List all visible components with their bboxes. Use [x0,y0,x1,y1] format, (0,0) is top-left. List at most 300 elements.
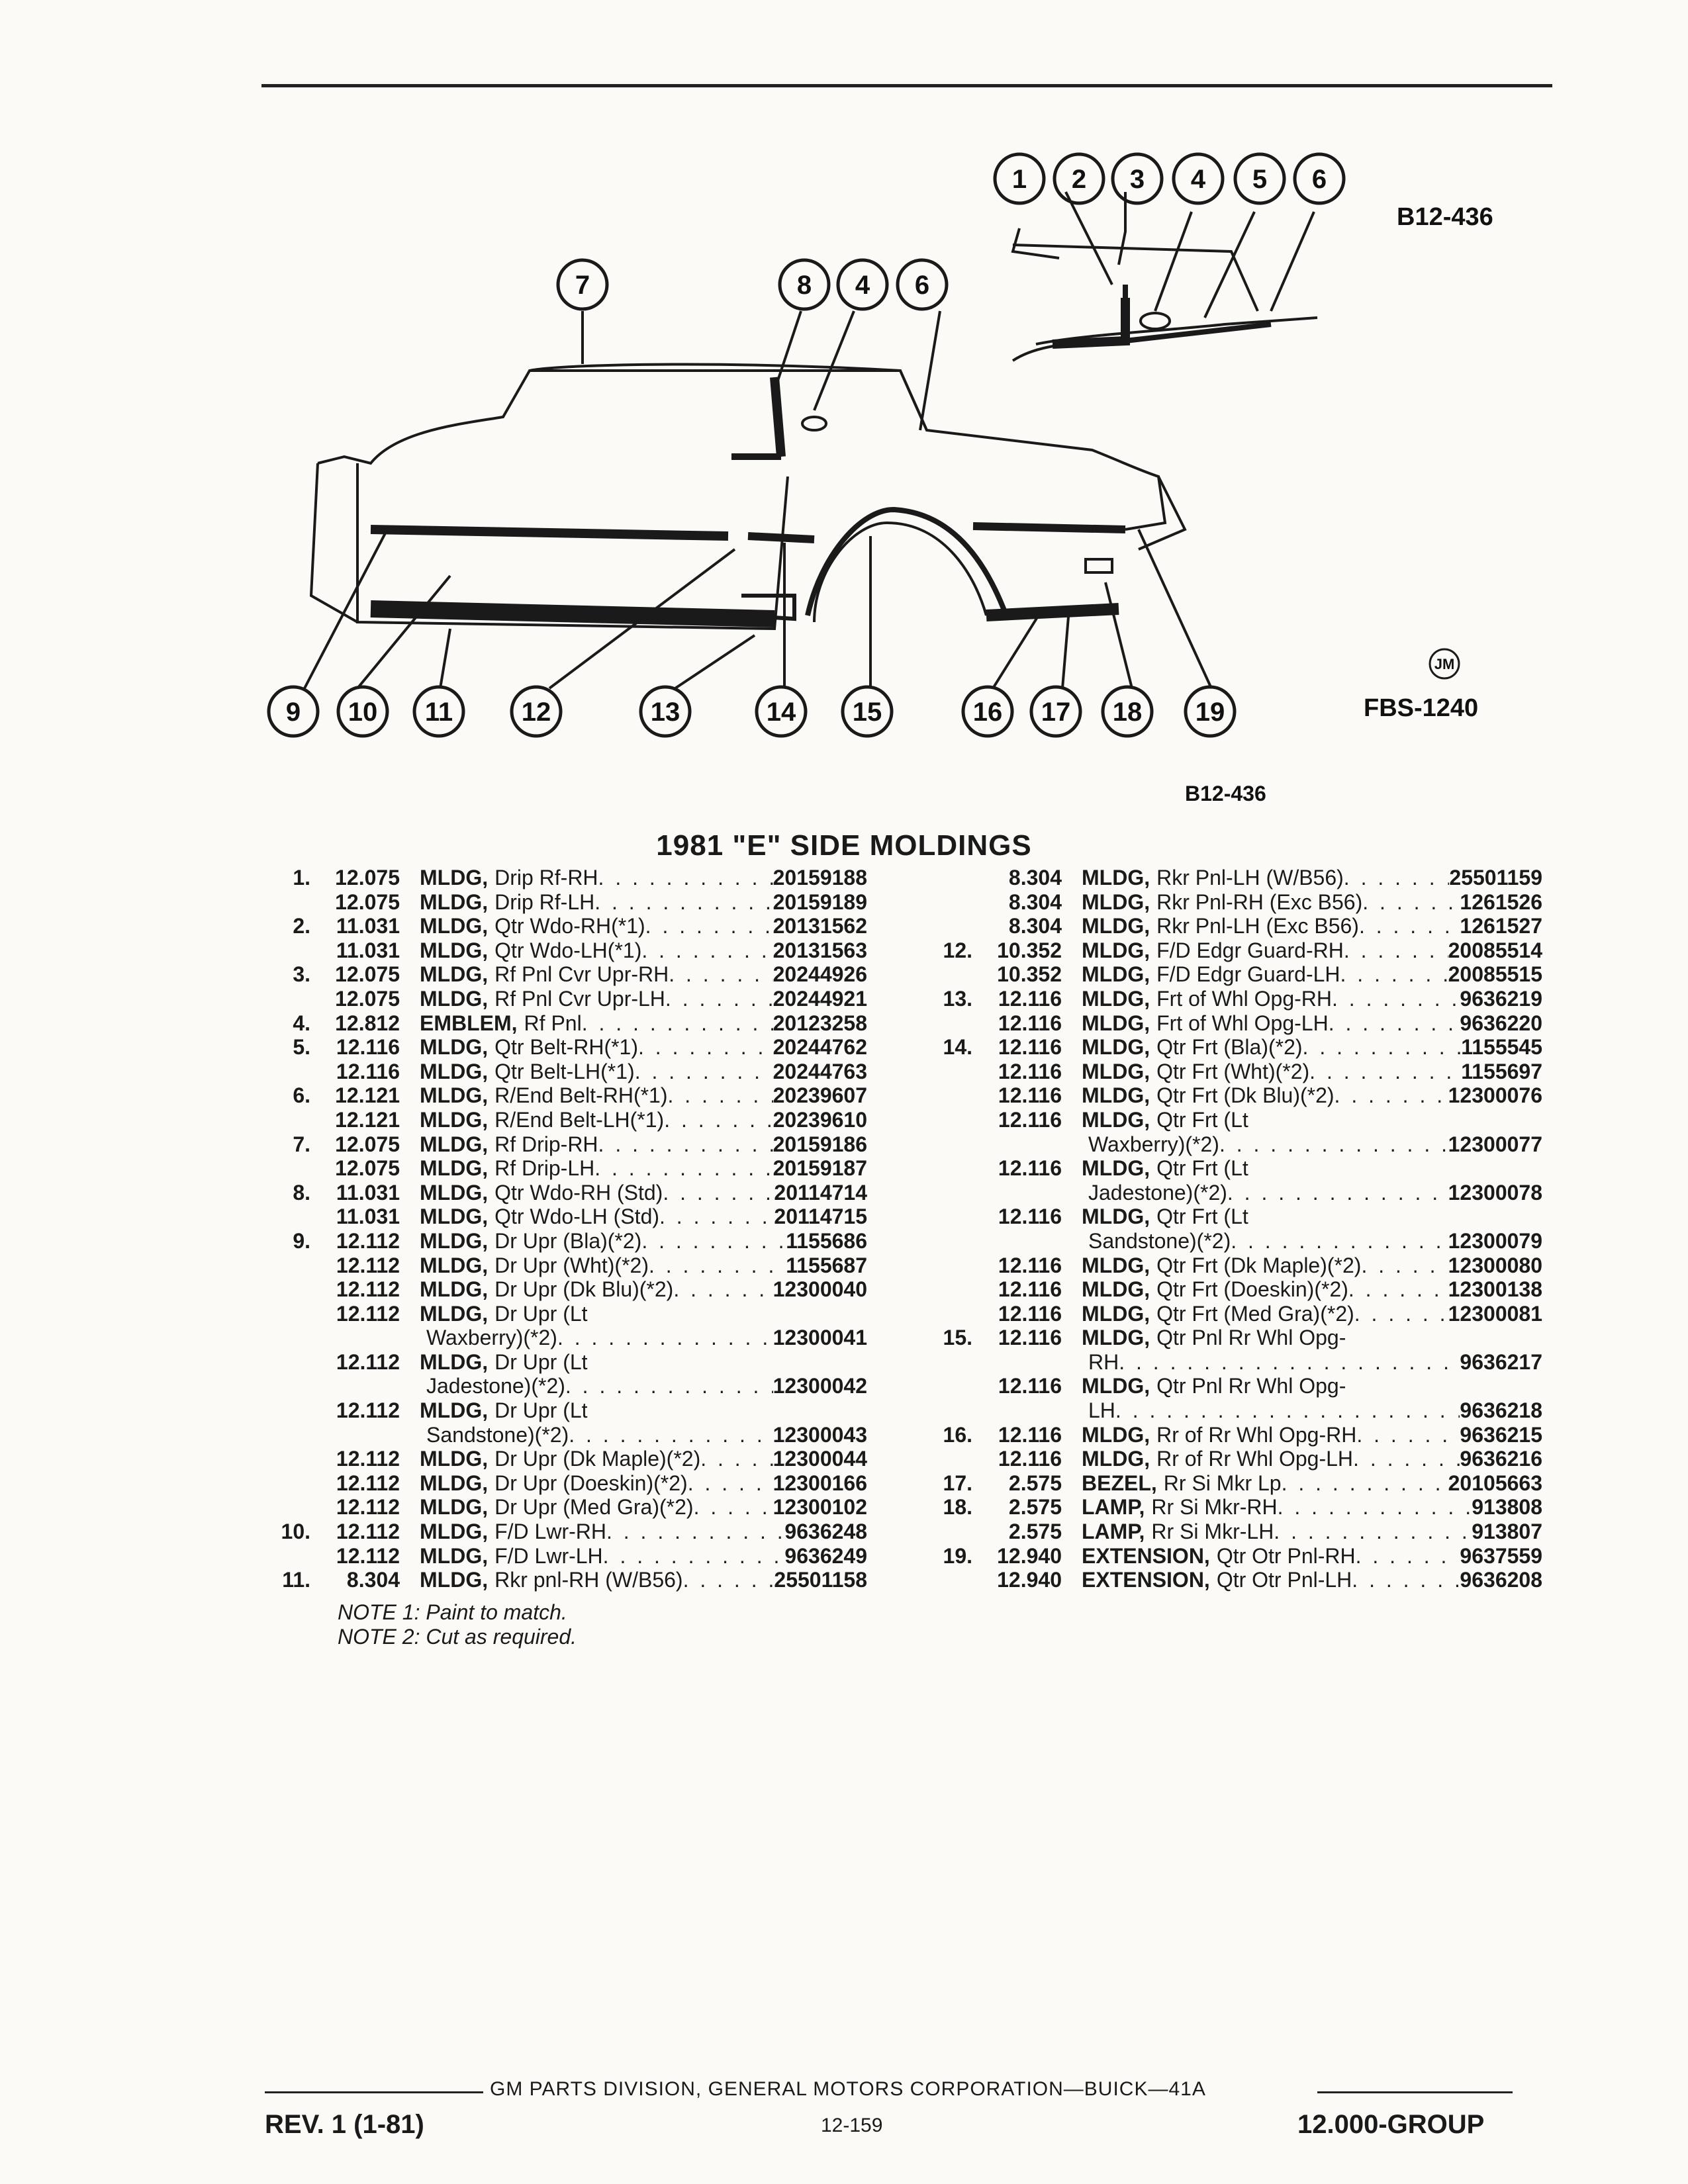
part-detail: LH [1088,1398,1115,1423]
part-row [261,1181,867,1205]
catalog-code: 12.112 [336,1447,400,1471]
part-description [420,1471,867,1496]
item-number: 12. [943,938,972,962]
footer-rule-left [265,2091,483,2093]
part-detail: Frt of Whl Opg-RH [1156,986,1333,1011]
part-number: 1155686 [786,1228,867,1253]
part-number: 12300080 [1448,1253,1542,1277]
part-description [1082,1011,1542,1036]
part-detail: Waxberry)(*2) [1088,1132,1219,1156]
part-detail: Drip Rf-RH [494,866,598,889]
part-row [261,1011,867,1036]
item-number [261,1205,317,1229]
item-number [923,1132,979,1157]
part-detail: Qtr Wdo-LH (Std) [494,1205,660,1229]
callout-bottom: 13 [650,698,680,727]
fbs-code: FBS-1240 [1364,694,1479,722]
part-row [261,1277,867,1302]
item-number [261,1302,317,1326]
leader-dots [649,1253,786,1278]
part-description [420,1132,867,1157]
leader-dots [598,1132,773,1157]
callout-bottom: 16 [972,698,1003,727]
qtr-extension [1139,477,1185,549]
part-detail: Qtr Frt (Doeskin)(*2) [1156,1277,1348,1302]
part-detail: Rkr Pnl-RH (Exc B56) [1156,889,1363,914]
leader-dots [1119,1350,1460,1375]
catalog-code: 12.112 [336,1543,400,1568]
catalog-code [979,1229,1062,1253]
part-row [261,1520,867,1544]
part-name: MLDG, [420,1228,489,1253]
catalog-code: 8.304 [1008,866,1062,889]
part-name: MLDG, [1082,986,1150,1011]
group-code: 12.000-GROUP [1297,2110,1485,2139]
item-number [261,1060,317,1084]
item-number [923,1205,979,1229]
leader-dots [665,987,773,1011]
part-description [1082,987,1542,1011]
qtr-rear-molding [973,526,1125,529]
part-detail: Qtr Frt (Lt [1156,1156,1248,1181]
part-description [420,914,867,938]
part-row [261,1447,867,1471]
part-number: 20159188 [773,866,867,889]
part-description [1082,1035,1542,1060]
leader-dots [664,1108,773,1132]
catalog-code [979,1132,1062,1157]
callout-bottom: 17 [1041,698,1071,727]
part-detail: F/D Lwr-LH [494,1543,603,1568]
item-number [261,1156,317,1181]
leader-dots [1278,1495,1472,1520]
part-description [1082,1398,1542,1423]
part-description [1082,866,1542,890]
catalog-code: 12.121 [335,1107,400,1132]
catalog-code: 12.116 [998,1326,1062,1350]
note-2: NOTE 2: Cut as required. [338,1625,577,1649]
item-number [261,1326,317,1350]
part-number: 20085514 [1448,938,1542,962]
leader-dots [1361,1253,1448,1278]
part-description [420,1544,867,1569]
part-description [420,1447,867,1471]
part-name: LAMP, [1082,1520,1145,1544]
part-name: MLDG, [420,1520,489,1544]
part-description [1082,1568,1542,1592]
part-row [261,1205,867,1229]
leader-dots [606,1520,784,1544]
catalog-code: 11.031 [336,1205,400,1229]
leader-dots [1115,1398,1460,1423]
part-row [923,1205,1542,1229]
part-description [1082,1277,1542,1302]
item-number [923,1398,979,1423]
part-name: EXTENSION, [1082,1543,1210,1568]
part-detail: Dr Upr (Lt [494,1398,588,1423]
part-row [923,1350,1542,1375]
leader-dots [1353,1447,1460,1471]
part-name: MLDG, [420,1543,489,1568]
item-number: 9. [293,1228,310,1253]
part-name: MLDG, [1082,1156,1150,1181]
part-description [1082,1229,1542,1253]
leader-dots [1340,962,1448,987]
part-row [923,1544,1542,1569]
part-description [420,1350,867,1375]
part-description [1082,1253,1542,1278]
part-description [1082,1423,1542,1447]
part-detail: R/End Belt-RH(*1) [494,1083,668,1108]
part-detail: Qtr Frt (Dk Maple)(*2) [1156,1253,1362,1277]
part-row [923,890,1542,915]
part-name: MLDG, [420,889,489,914]
part-description [420,938,867,963]
part-name: MLDG, [1082,1422,1150,1447]
part-number: 12300081 [1448,1301,1542,1326]
leader-dots [669,962,773,987]
leader-dots [641,938,773,963]
part-description [1082,914,1542,938]
part-number: 1261527 [1460,914,1542,938]
part-detail: Qtr Belt-LH(*1) [494,1059,635,1083]
part-number: 9636218 [1460,1398,1542,1423]
item-number: 13. [943,986,972,1011]
leader-dots [1329,1011,1460,1036]
part-name: MLDG, [420,1301,489,1326]
part-number: 9637559 [1460,1543,1542,1568]
part-detail: Qtr Frt (Dk Blu)(*2) [1156,1083,1335,1108]
catalog-code: 2.575 [1008,1520,1062,1544]
part-number: 9636248 [784,1520,867,1544]
part-name: MLDG, [1082,1326,1150,1350]
jm-logo-text: JM [1434,656,1455,672]
part-row [261,1035,867,1060]
part-row [261,1350,867,1375]
catalog-code: 2.575 [1008,1495,1062,1520]
part-detail: Sandstone)(*2) [426,1422,569,1447]
rocker-molding [371,609,774,619]
leader-dots [1303,1035,1462,1060]
part-name: MLDG, [420,1132,489,1156]
part-detail: F/D Edgr Guard-LH [1156,962,1340,987]
part-number: 20131562 [773,914,867,938]
item-number [923,1229,979,1253]
item-number: 7. [293,1132,310,1156]
item-number [261,1398,317,1423]
catalog-code: 12.116 [998,1422,1062,1447]
part-row [923,866,1542,890]
note-1: NOTE 1: Paint to match. [338,1600,567,1624]
part-row [923,1568,1542,1592]
revision: REV. 1 (1-81) [265,2110,424,2139]
part-number: 20131563 [773,938,867,962]
item-number [261,1277,317,1302]
leader-dots [1348,1277,1448,1302]
leader-dots [1335,1083,1448,1108]
part-row [923,987,1542,1011]
catalog-code: 8.304 [1008,914,1062,938]
callout-bottom: 15 [852,698,882,727]
leader-dots [688,1471,773,1496]
catalog-code: 12.075 [335,1132,400,1156]
part-description [1082,1495,1542,1520]
part-row [261,866,867,890]
part-row [261,1083,867,1108]
part-name: MLDG, [420,1083,489,1108]
leader-dots [1332,987,1460,1011]
catalog-code: 12.940 [997,1543,1062,1568]
part-number: 913808 [1472,1495,1542,1520]
part-row [261,890,867,915]
catalog-code [317,1374,400,1398]
part-detail: Qtr Wdo-RH (Std) [494,1180,663,1205]
item-number [261,1544,317,1569]
part-name: MLDG, [420,1180,489,1205]
part-row [261,1060,867,1084]
item-number [261,1253,317,1278]
leader-dots [700,1447,773,1471]
part-name: MLDG, [420,1447,489,1471]
item-number [261,1495,317,1520]
footer-division: GM PARTS DIVISION, GENERAL MOTORS CORPORATION—BUICK—41A [490,2078,1206,2100]
part-detail: Qtr Pnl Rr Whl Opg- [1156,1374,1346,1398]
part-detail: Rr Si Mkr-LH [1151,1520,1274,1544]
footer-rule-right [1317,2091,1513,2093]
leader-dots [659,1205,774,1229]
part-row [261,987,867,1011]
side-marker-lamp [1086,559,1112,572]
part-description [1082,1302,1542,1326]
part-description [420,1011,867,1036]
part-number: 20159187 [773,1156,867,1181]
part-detail: Dr Upr (Lt [494,1349,588,1374]
part-description [420,1423,867,1447]
part-detail: Rr Si Mkr Lp [1163,1471,1282,1495]
diagram-caption: B12-436 [1185,782,1266,805]
part-name: MLDG, [420,914,489,938]
callout-bottom: 10 [348,698,378,727]
leader-dots [683,1568,774,1592]
item-number: 14. [943,1035,972,1060]
item-number: 15. [943,1326,972,1350]
part-description [1082,1350,1542,1375]
catalog-code: 12.116 [998,1253,1062,1277]
item-number [923,1156,979,1181]
callout-bottom: 9 [285,698,301,727]
part-detail: Qtr Frt (Bla)(*2) [1156,1035,1303,1060]
leader-dots [1227,1181,1448,1205]
part-name: MLDG, [1082,962,1150,987]
part-description [420,1302,867,1326]
leader-dots [603,1544,785,1569]
item-number [261,987,317,1011]
catalog-code: 12.116 [998,986,1062,1011]
part-row [923,1277,1542,1302]
part-number: 9636220 [1460,1011,1542,1035]
part-number: 20085515 [1448,962,1542,987]
part-number: 20239607 [773,1083,867,1108]
item-number [923,962,979,987]
part-detail: Qtr Frt (Med Gra)(*2) [1156,1301,1354,1326]
callout-top: 4 [1190,165,1206,194]
catalog-code: 12.075 [335,889,400,914]
item-number [261,1471,317,1496]
catalog-code: 12.116 [998,1301,1062,1326]
item-number [923,866,979,890]
leader-dots [1219,1132,1448,1157]
part-description [1082,890,1542,915]
catalog-code: 12.075 [335,1156,400,1181]
part-number: 12300079 [1448,1228,1542,1253]
part-row [923,1423,1542,1447]
part-name: MLDG, [420,962,489,987]
part-row [923,1374,1542,1398]
callout-mid: 6 [914,271,930,300]
part-number: 12300041 [773,1326,867,1350]
item-number [923,1277,979,1302]
item-number [923,1374,979,1398]
part-detail: Rkr Pnl-LH (W/B56) [1156,866,1344,889]
part-name: MLDG, [420,1568,489,1592]
item-number [923,1302,979,1326]
part-detail: Qtr Wdo-RH(*1) [494,914,645,938]
catalog-code: 12.112 [336,1471,400,1495]
part-detail: Qtr Wdo-LH(*1) [494,938,642,962]
item-number [923,1108,979,1132]
part-description [420,1156,867,1181]
item-number [923,1520,979,1544]
part-row [923,1156,1542,1181]
part-detail: Dr Upr (Dk Maple)(*2) [494,1447,701,1471]
part-name: MLDG, [420,1398,489,1423]
catalog-code: 12.116 [998,1011,1062,1035]
part-description [420,962,867,987]
part-number: 12300076 [1448,1083,1542,1108]
part-row [261,1495,867,1520]
part-row [923,1060,1542,1084]
leader-dots [1344,866,1450,890]
catalog-code: 8.304 [346,1568,400,1592]
part-description [420,1229,867,1253]
part-name: MLDG, [420,1035,489,1060]
part-number: 12300042 [773,1374,867,1398]
part-name: MLDG, [420,1277,489,1302]
leader-dots [1356,1423,1460,1447]
part-description [1082,1374,1542,1398]
part-row [261,1398,867,1423]
parts-list-right [923,866,1542,1592]
part-description [1082,1108,1542,1132]
part-name: MLDG, [1082,1035,1150,1060]
part-name: MLDG, [420,1156,489,1181]
catalog-code [317,1326,400,1350]
catalog-code: 12.112 [336,1520,400,1544]
part-number: 25501158 [774,1568,867,1592]
catalog-code: 12.116 [998,1156,1062,1181]
part-detail: Dr Upr (Doeskin)(*2) [494,1471,688,1495]
catalog-code [979,1350,1062,1375]
part-detail: Dr Upr (Med Gra)(*2) [494,1495,694,1520]
part-name: LAMP, [1082,1495,1145,1520]
part-detail: Qtr Pnl Rr Whl Opg- [1156,1326,1346,1350]
part-name: MLDG, [420,1495,489,1520]
leader-dots [594,1156,773,1181]
catalog-code: 12.112 [336,1228,400,1253]
part-number: 9636217 [1460,1349,1542,1374]
part-row [261,1423,867,1447]
leader-dots [1231,1229,1448,1253]
catalog-code: 10.352 [997,938,1062,962]
part-row [261,1132,867,1157]
item-number: 19. [943,1543,972,1568]
part-number: 20114714 [774,1180,867,1205]
part-row [261,1108,867,1132]
leader-dots [569,1423,773,1447]
part-description [1082,1520,1542,1544]
callout-bottom: 14 [766,698,796,727]
item-number [923,1060,979,1084]
part-name: MLDG, [1082,914,1150,938]
part-number: 9636215 [1460,1422,1542,1447]
catalog-code: 12.075 [335,866,400,889]
catalog-code: 2.575 [1008,1471,1062,1495]
part-name: MLDG, [1082,866,1150,889]
part-name: MLDG, [420,1205,489,1229]
part-row [261,914,867,938]
part-row [923,1229,1542,1253]
part-name: MLDG, [420,1349,489,1374]
parts-list-left [261,866,867,1592]
part-description [1082,1326,1542,1350]
leader-dots [598,866,773,890]
part-number: 9636216 [1460,1447,1542,1471]
part-description [1082,962,1542,987]
callout-mid: 8 [796,271,812,300]
part-row [261,1229,867,1253]
part-row [923,962,1542,987]
part-description [1082,1181,1542,1205]
catalog-code: 10.352 [997,962,1062,987]
callout-bottom: 18 [1112,698,1143,727]
catalog-code: 12.116 [336,1059,400,1083]
part-detail: Rf Pnl Cvr Upr-RH [494,962,669,987]
part-row [261,1374,867,1398]
part-number: 1155697 [1461,1059,1542,1083]
item-number [923,1083,979,1108]
catalog-code: 12.116 [998,1205,1062,1229]
part-detail: Qtr Otr Pnl-LH [1216,1568,1352,1592]
part-number: 20114715 [774,1205,867,1229]
part-description [420,1035,867,1060]
part-name: EMBLEM, [420,1011,518,1035]
catalog-code [317,1423,400,1447]
part-detail: Dr Upr (Lt [494,1301,588,1326]
leader-dots [1354,1302,1448,1326]
part-description [1082,1471,1542,1496]
roof-emblem [802,417,826,430]
part-description [1082,938,1542,963]
leader-dots [1274,1520,1472,1544]
item-number [923,1568,979,1592]
part-row [923,1326,1542,1350]
item-number: 3. [293,962,310,987]
callout-top: 1 [1011,165,1027,194]
part-name: EXTENSION, [1082,1568,1210,1592]
item-number [261,1423,317,1447]
item-number [923,1181,979,1205]
item-number [923,890,979,915]
